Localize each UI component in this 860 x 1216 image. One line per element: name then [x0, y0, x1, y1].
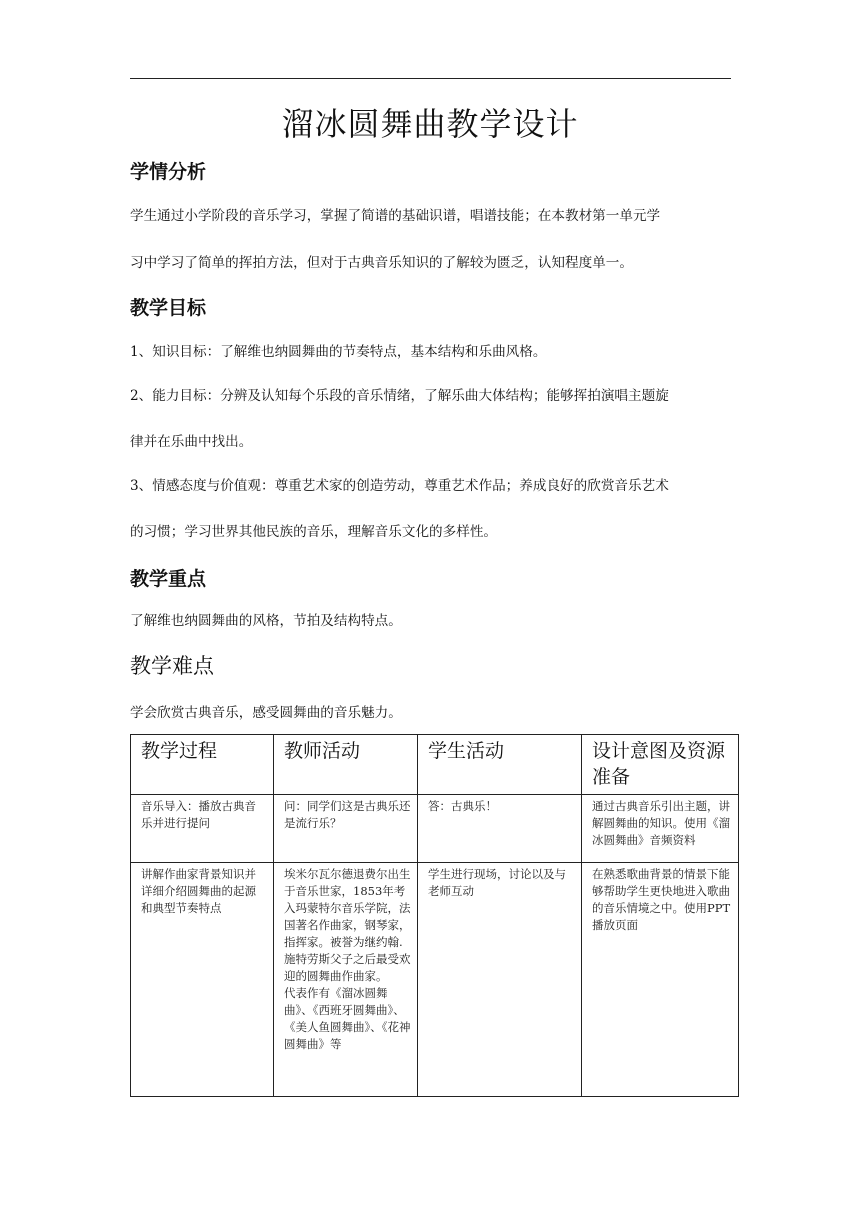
heading-key-points: 教学重点: [130, 568, 207, 590]
teaching-process-table: [130, 734, 739, 1097]
heading-analysis: 学情分析: [130, 161, 207, 183]
table-header-row: [131, 735, 739, 795]
difficulties-text: 学会欣赏古典音乐，感受圆舞曲的音乐魅力。: [130, 705, 402, 721]
goal-attitude-line-1: 3、情感态度与价值观：尊重艺术家的创造劳动，尊重艺术作品；养成良好的欣赏音乐艺术: [130, 478, 669, 494]
goal-attitude-line-2: 的习惯；学习世界其他民族的音乐，理解音乐文化的多样性。: [130, 524, 498, 540]
teacher-bio-text: 埃米尔瓦尔德退费尔出生于音乐世家，1853年考入玛蒙特尔音乐学院，法国著名作曲家，钢琴家，指挥家。被誉为继约翰.施特劳斯父子之后最受欢迎的圆舞曲作曲家。: [284, 867, 411, 983]
goal-ability-line-2: 律并在乐曲中找出。: [130, 434, 253, 450]
cell-process: 音乐导入：播放古典音乐并进行提问: [131, 795, 274, 863]
col-header-student: 学生活动: [418, 735, 582, 795]
cell-teacher: 问：同学们这是古典乐还是流行乐？: [274, 795, 418, 863]
key-points-text: 了解维也纳圆舞曲的风格，节拍及结构特点。: [130, 613, 402, 629]
heading-goals: 教学目标: [130, 297, 207, 319]
header-rule: [130, 78, 731, 79]
table-row: [131, 863, 739, 1097]
col-header-design: 设计意图及资源准备: [582, 735, 739, 795]
col-header-teacher: 教师活动: [274, 735, 418, 795]
teacher-works-text: 代表作有《溜冰圆舞曲》、《西班牙圆舞曲》、《美人鱼圆舞曲》、《花神圆舞曲》等: [284, 986, 411, 1051]
cell-design: 通过古典音乐引出主题，讲解圆舞曲的知识。使用《溜冰圆舞曲》音频资料: [582, 795, 739, 863]
cell-process: 讲解作曲家背景知识并详细介绍圆舞曲的起源和典型节奏特点: [131, 863, 274, 1097]
document-title: 溜冰圆舞曲教学设计: [281, 105, 579, 143]
cell-student: 学生进行现场，讨论以及与老师互动: [418, 863, 582, 1097]
goal-ability-line-1: 2、能力目标：分辨及认知每个乐段的音乐情绪，了解乐曲大体结构；能够挥拍演唱主题旋: [130, 388, 669, 404]
analysis-line-1: 学生通过小学阶段的音乐学习，掌握了简谱的基础识谱，唱谱技能；在本教材第一单元学: [130, 208, 661, 224]
table-row: [131, 795, 739, 863]
analysis-line-2: 习中学习了简单的挥拍方法，但对于古典音乐知识的了解较为匮乏，认知程度单一。: [130, 255, 633, 271]
heading-difficulties: 教学难点: [130, 654, 214, 678]
cell-student: 答：古典乐！: [418, 795, 582, 863]
goal-knowledge: 1、知识目标：了解维也纳圆舞曲的节奏特点，基本结构和乐曲风格。: [130, 344, 547, 360]
cell-teacher: [274, 863, 418, 1097]
col-header-process: 教学过程: [131, 735, 274, 795]
cell-design: 在熟悉歌曲背景的情景下能够帮助学生更快地进入歌曲的音乐情境之中。使用PPT播放页面: [582, 863, 739, 1097]
